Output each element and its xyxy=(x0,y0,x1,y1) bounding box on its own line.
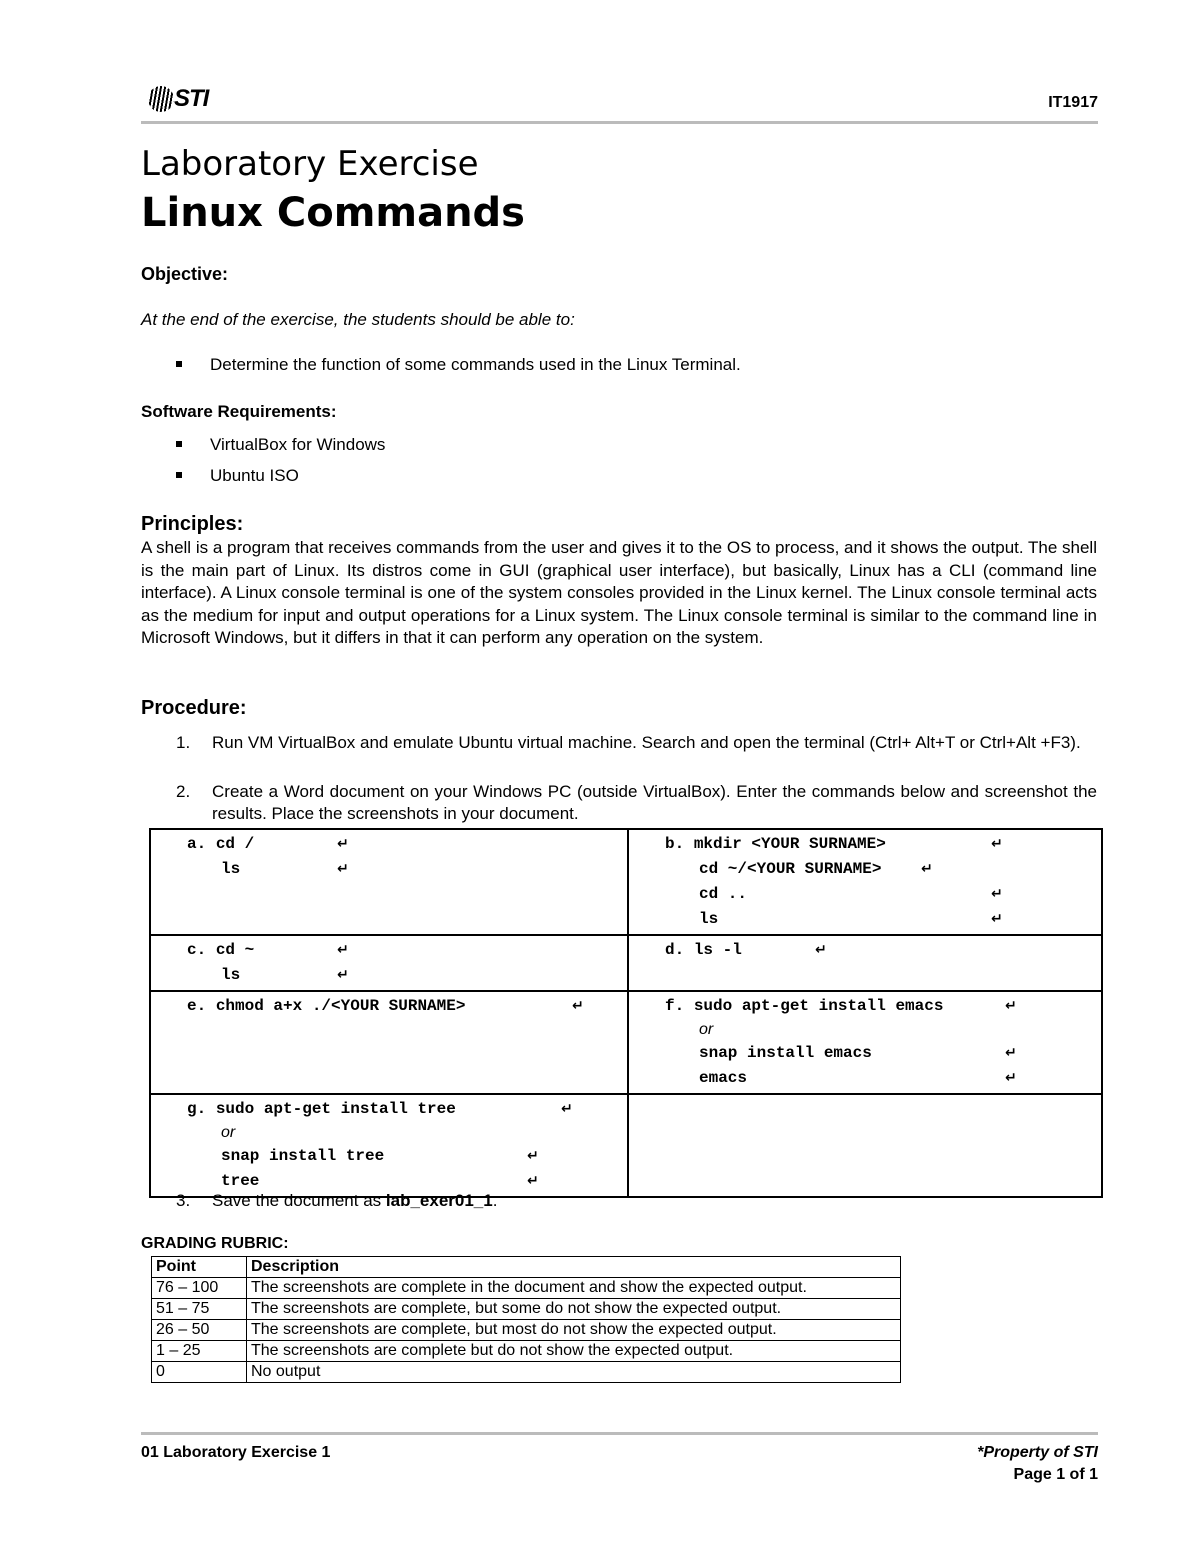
enter-key-icon: ↵ xyxy=(561,1101,573,1117)
procedure-step: 3. Save the document as lab_exer01_1. xyxy=(176,1191,498,1210)
command-cell-f: f. sudo apt-get install emacs ↵ or snap install emacs ↵ emacs ↵ xyxy=(628,991,1102,1094)
objective-heading: Objective: xyxy=(141,264,229,284)
software-item: Ubuntu ISO xyxy=(176,466,299,486)
document-code: IT1917 xyxy=(1048,94,1098,111)
procedure-step: 1. Run VM VirtualBox and emulate Ubuntu virtual machine. Search and open the terminal (Ctrl+ Alt+T or Ctrl+Alt +F3). xyxy=(176,733,1081,752)
page-number: Page 1 of 1 xyxy=(1013,1466,1098,1483)
logo-text: STI xyxy=(174,85,209,112)
enter-key-icon: ↵ xyxy=(815,942,827,958)
command-text: cd / xyxy=(215,835,255,853)
filename: lab_exer01_1 xyxy=(385,1191,493,1210)
enter-key-icon: ↵ xyxy=(337,942,349,958)
objective-item: Determine the function of some commands used in the Linux Terminal. xyxy=(176,355,741,375)
command-cell-e: e. chmod a+x ./<YOUR SURNAME> ↵ xyxy=(150,991,628,1094)
command-text: ls xyxy=(221,860,241,878)
procedure-step: 2. Create a Word document on your Windows PC (outside VirtualBox). Enter the commands below and screenshot the results. Place the screenshots in your document. xyxy=(176,782,1097,823)
command-text: chmod a+x ./<YOUR SURNAME> xyxy=(215,997,466,1015)
command-text: cd ~ xyxy=(215,941,255,959)
command-cell-b: b. mkdir <YOUR SURNAME> ↵ cd ~/<YOUR SURNAME> ↵ cd .. ↵ ls ↵ xyxy=(628,829,1102,935)
enter-key-icon: ↵ xyxy=(991,911,1003,927)
command-text: ls xyxy=(221,966,241,984)
enter-key-icon: ↵ xyxy=(572,998,584,1014)
principles-heading: Principles: xyxy=(141,513,244,535)
enter-key-icon: ↵ xyxy=(527,1148,539,1164)
command-text: ls xyxy=(699,910,719,928)
command-text: snap install tree xyxy=(221,1147,385,1165)
table-row: 51 – 75 The screenshots are complete, but some do not show the expected output. xyxy=(152,1299,901,1320)
enter-key-icon: ↵ xyxy=(991,836,1003,852)
enter-key-icon: ↵ xyxy=(921,861,933,877)
enter-key-icon: ↵ xyxy=(991,886,1003,902)
table-row: 26 – 50 The screenshots are complete, but most do not show the expected output. xyxy=(152,1320,901,1341)
exercise-type-title: Laboratory Exercise xyxy=(141,144,479,184)
or-label: or xyxy=(699,1021,714,1038)
command-text: snap install emacs xyxy=(699,1044,872,1062)
command-text: ls -l xyxy=(693,941,742,959)
command-cell-c: c. cd ~ ↵ ls ↵ xyxy=(150,935,628,991)
rubric-table xyxy=(151,1256,901,1383)
enter-key-icon: ↵ xyxy=(1005,1045,1017,1061)
empty-cell xyxy=(628,1094,1102,1197)
footer-title: 01 Laboratory Exercise 1 xyxy=(141,1444,331,1461)
bullet-icon xyxy=(176,361,182,367)
command-text: cd .. xyxy=(699,885,748,903)
table-header-row: Point Description xyxy=(152,1257,901,1278)
bullet-icon xyxy=(176,441,182,447)
objective-intro: At the end of the exercise, the students should be able to: xyxy=(141,310,575,329)
command-text: tree xyxy=(221,1172,260,1190)
footer-property: *Property of STI xyxy=(977,1444,1098,1461)
command-text: cd ~/<YOUR SURNAME> xyxy=(699,860,882,878)
enter-key-icon: ↵ xyxy=(1005,998,1017,1014)
procedure-heading: Procedure: xyxy=(141,697,247,719)
or-label: or xyxy=(221,1124,236,1141)
table-row: 1 – 25 The screenshots are complete but do not show the expected output. xyxy=(152,1341,901,1362)
sti-globe-icon xyxy=(148,86,174,112)
enter-key-icon: ↵ xyxy=(337,836,349,852)
software-heading: Software Requirements: xyxy=(141,402,337,421)
command-text: sudo apt-get install tree xyxy=(215,1100,456,1118)
command-cell-a: a. cd / ↵ ls ↵ xyxy=(150,829,628,935)
sti-logo xyxy=(148,84,208,114)
footer-divider xyxy=(141,1432,1098,1435)
command-cell-g: g. sudo apt-get install tree ↵ or snap install tree ↵ tree ↵ xyxy=(150,1094,628,1197)
table-row: 76 – 100 The screenshots are complete in the document and show the expected output. xyxy=(152,1278,901,1299)
table-row: 0 No output xyxy=(152,1362,901,1383)
software-item: VirtualBox for Windows xyxy=(176,435,385,455)
command-text: sudo apt-get install emacs xyxy=(693,997,944,1015)
enter-key-icon: ↵ xyxy=(337,861,349,877)
principles-text: A shell is a program that receives commands from the user and gives it to the OS to process, and it shows the output. The shell is the main part of Linux. Its distros come in GUI (graphical user interface), but basically, Linux has a CLI (command line interface). A Linux console terminal is one of the system consoles provided in the Linux kernel. The Linux console terminal acts as the medium for input and output operations for a Linux system. The Linux console terminal is similar to the command line in Microsoft Windows, but it differs in that it can perform any operation on the system. xyxy=(141,538,1097,648)
command-cell-d: d. ls -l ↵ xyxy=(628,935,1102,991)
enter-key-icon: ↵ xyxy=(1005,1070,1017,1086)
command-text: emacs xyxy=(699,1069,748,1087)
enter-key-icon: ↵ xyxy=(337,967,349,983)
header-divider xyxy=(141,121,1098,124)
bullet-icon xyxy=(176,472,182,478)
rubric-heading: GRADING RUBRIC: xyxy=(141,1235,289,1252)
commands-table xyxy=(149,828,1103,1198)
page-title: Linux Commands xyxy=(141,190,525,236)
enter-key-icon: ↵ xyxy=(527,1173,539,1189)
command-text: mkdir <YOUR SURNAME> xyxy=(693,835,886,853)
